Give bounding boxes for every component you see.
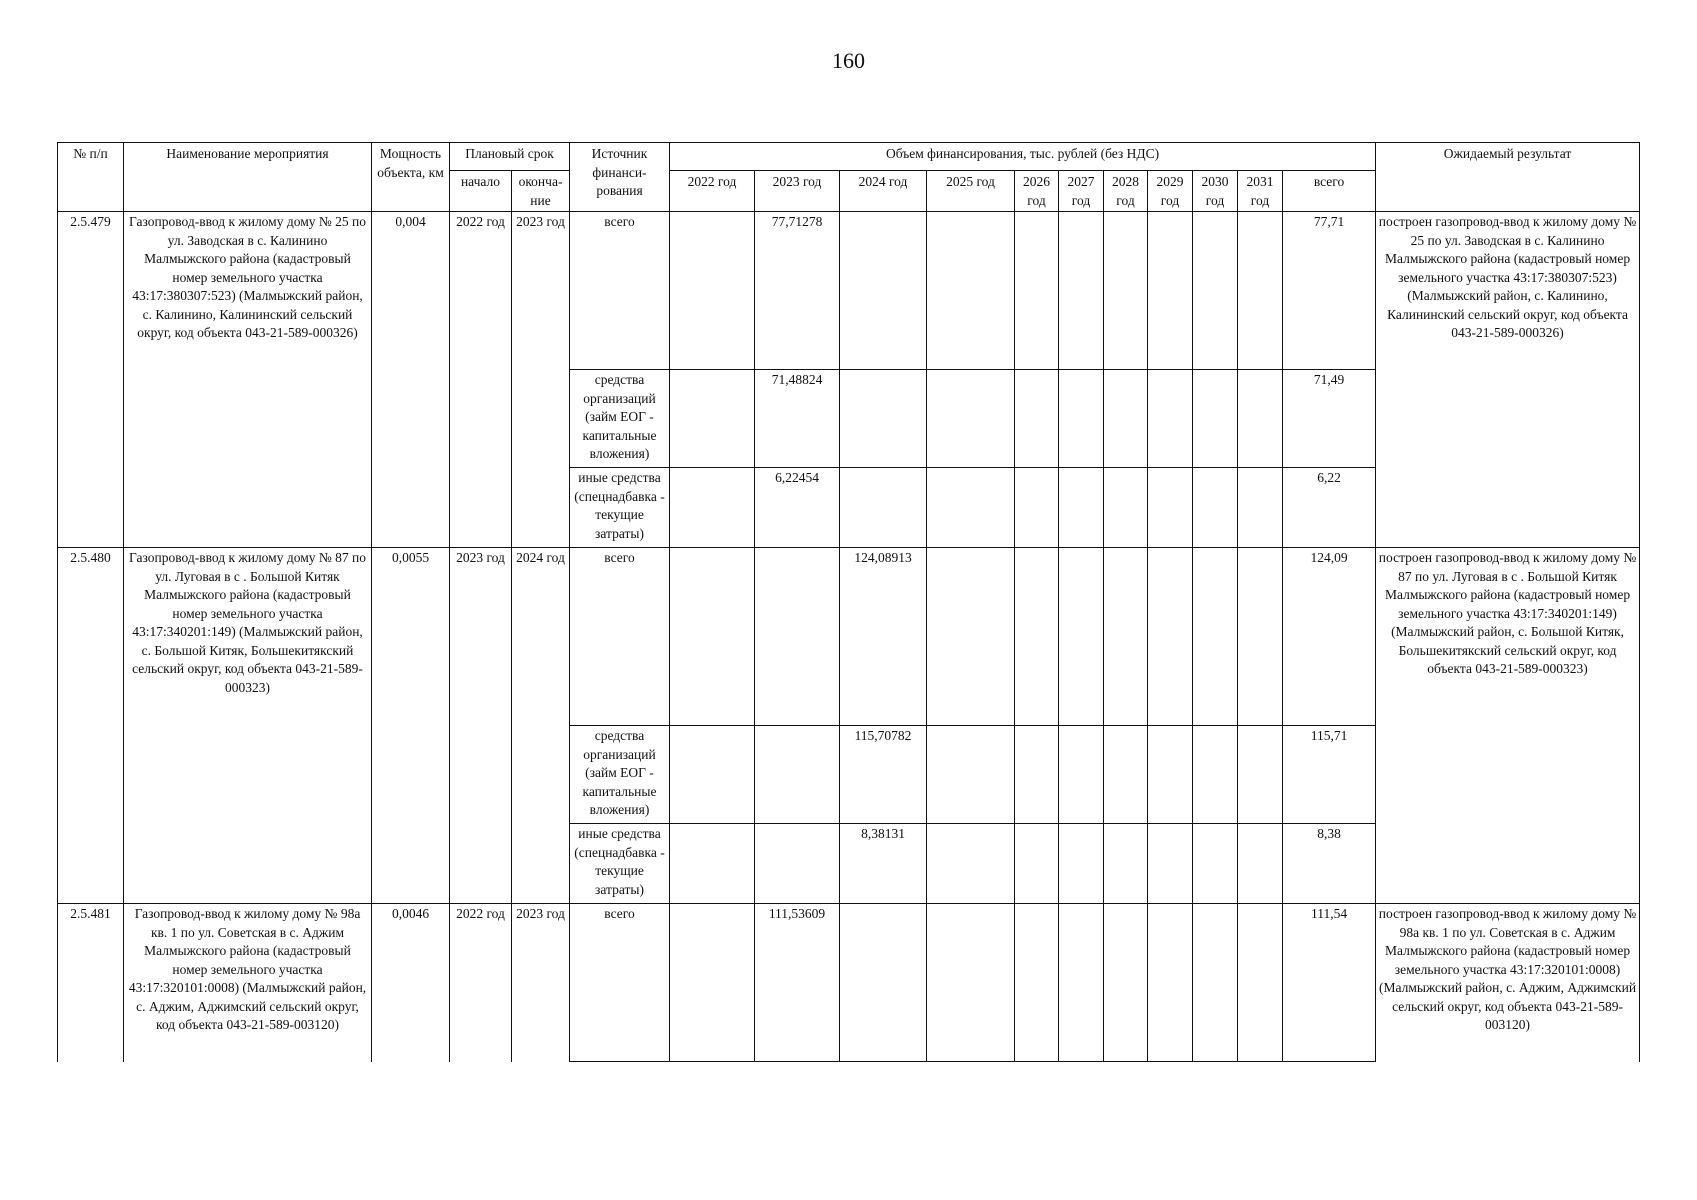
row-value-2024: 115,70782 <box>840 726 927 824</box>
header-year-2022: 2022 год <box>670 171 755 212</box>
page-number: 160 <box>832 48 865 73</box>
header-term-end: оконча-ние <box>512 171 570 212</box>
row-num: 2.5.481 <box>58 904 124 1062</box>
header-volume: Объем финансирования, тыс. рублей (без НДС) <box>670 143 1376 171</box>
header-result: Ожидаемый результат <box>1376 143 1640 212</box>
header-name: Наименование мероприятия <box>124 143 372 212</box>
row-start: 2022 год <box>450 904 512 1062</box>
row-source: средства организаций (займ ЕОГ - капитальные вложения) <box>570 370 670 468</box>
row-name: Газопровод-ввод к жилому дому № 87 по ул. Луговая в с . Большой Китяк Малмыжского района (кадастровый номер земельного участка 43:17:340201:149) (Малмыжский район, с. Большой Китяк, Большекитякский сельский округ, код объекта 043-21-589-000323) <box>124 548 372 904</box>
header-term: Плановый срок <box>450 143 570 171</box>
row-source: иные средства (спецнадбавка - текущие затраты) <box>570 824 670 904</box>
row-end: 2023 год <box>512 212 570 548</box>
header-term-start: начало <box>450 171 512 212</box>
row-result: построен газопровод-ввод к жилому дому № 87 по ул. Луговая в с . Большой Китяк Малмыжского района (кадастровый номер земельного участка 43:17:340201:149) (Малмыжский район, с. Большой Китяк, Большекитякский сельский округ, код объекта 043-21-589-000323) <box>1376 548 1640 904</box>
table-row <box>58 212 1640 370</box>
header-year-2023: 2023 год <box>755 171 840 212</box>
row-total: 77,71 <box>1283 212 1376 370</box>
row-result: построен газопровод-ввод к жилому дому № 98а кв. 1 по ул. Советская в с. Аджим Малмыжского района (кадастровый номер земельного участка 43:17:320101:0008) (Малмыжский район, с. Аджим, Аджимский сельский округ, код объекта 043-21-589-003120) <box>1376 904 1640 1062</box>
row-source: средства организаций (займ ЕОГ - капитальные вложения) <box>570 726 670 824</box>
row-source: всего <box>570 548 670 726</box>
row-value-2023: 6,22454 <box>755 468 840 548</box>
header-year-2024: 2024 год <box>840 171 927 212</box>
row-value-2023: 77,71278 <box>755 212 840 370</box>
row-power: 0,0055 <box>372 548 450 904</box>
row-end: 2023 год <box>512 904 570 1062</box>
header-year-2028: 2028 год <box>1104 171 1148 212</box>
header-year-2030: 2030 год <box>1193 171 1238 212</box>
header-total: всего <box>1283 171 1376 212</box>
row-value-2023: 71,48824 <box>755 370 840 468</box>
row-total: 6,22 <box>1283 468 1376 548</box>
header-year-2029: 2029 год <box>1148 171 1193 212</box>
header-year-2027: 2027 год <box>1059 171 1104 212</box>
row-total: 111,54 <box>1283 904 1376 1062</box>
header-year-2031: 2031 год <box>1238 171 1283 212</box>
row-source: всего <box>570 212 670 370</box>
table-row <box>58 904 1640 1062</box>
row-value-2024: 8,38131 <box>840 824 927 904</box>
row-total: 115,71 <box>1283 726 1376 824</box>
row-total: 71,49 <box>1283 370 1376 468</box>
header-year-2025: 2025 год <box>927 171 1015 212</box>
row-start: 2022 год <box>450 212 512 548</box>
row-result: построен газопровод-ввод к жилому дому № 25 по ул. Заводская в с. Калинино Малмыжского района (кадастровый номер земельного участка 43:17:380307:523) (Малмыжский район, с. Калинино, Калининский сельский округ, код объекта 043-21-589-000326) <box>1376 212 1640 548</box>
row-power: 0,004 <box>372 212 450 548</box>
row-source: всего <box>570 904 670 1062</box>
row-total: 124,09 <box>1283 548 1376 726</box>
table-row <box>58 548 1640 726</box>
row-value-2023: 111,53609 <box>755 904 840 1062</box>
header-num: № п/п <box>58 143 124 212</box>
header-source: Источник финанси-рования <box>570 143 670 212</box>
row-source: иные средства (спецнадбавка - текущие затраты) <box>570 468 670 548</box>
row-num: 2.5.480 <box>58 548 124 904</box>
financing-table <box>57 142 1640 1062</box>
header-year-2026: 2026 год <box>1015 171 1059 212</box>
row-start: 2023 год <box>450 548 512 904</box>
row-name: Газопровод-ввод к жилому дому № 25 по ул. Заводская в с. Калинино Малмыжского района (кадастровый номер земельного участка 43:17:380307:523) (Малмыжский район, с. Калинино, Калининский сельский округ, код объекта 043-21-589-000326) <box>124 212 372 548</box>
header-power: Мощность объекта, км <box>372 143 450 212</box>
row-value-2024: 124,08913 <box>840 548 927 726</box>
row-total: 8,38 <box>1283 824 1376 904</box>
row-end: 2024 год <box>512 548 570 904</box>
row-power: 0,0046 <box>372 904 450 1062</box>
row-num: 2.5.479 <box>58 212 124 548</box>
row-name: Газопровод-ввод к жилому дому № 98а кв. 1 по ул. Советская в с. Аджим Малмыжского района (кадастровый номер земельного участка 43:17:320101:0008) (Малмыжский район, с. Аджим, Аджимский сельский округ, код объекта 043-21-589-003120) <box>124 904 372 1062</box>
